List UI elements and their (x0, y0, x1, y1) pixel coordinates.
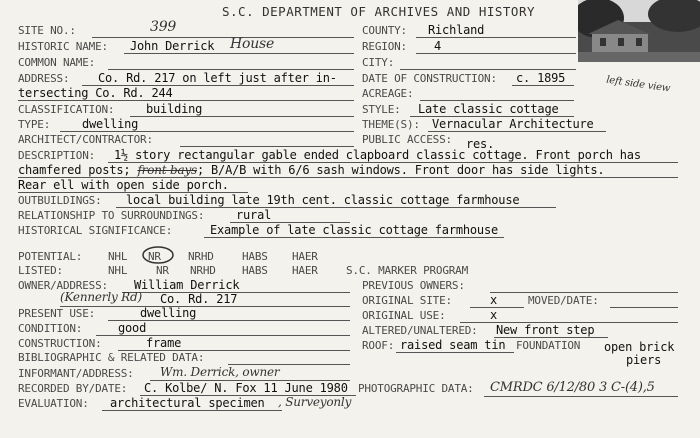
owner-name: William Derrick (134, 278, 240, 292)
present-use-value: dwelling (140, 306, 197, 320)
outbuildings-value: local building late 19th cent. classic cottage farmhouse (126, 193, 520, 207)
address-label: ADDRESS: (18, 72, 70, 85)
listed-habs: HABS (242, 264, 268, 277)
historic-name-value: John Derrick (130, 39, 215, 53)
historic-name-handwritten: House (230, 36, 275, 52)
potential-nr-circle (140, 244, 176, 266)
original-site-label: ORIGINAL SITE: (362, 294, 452, 307)
listed-nr: NR (156, 264, 169, 277)
description-line1: 1½ story rectangular gable ended clapboard classic cottage. Front porch has (114, 148, 641, 162)
public-access-value: res. (466, 137, 495, 151)
present-use-label: PRESENT USE: (18, 307, 96, 320)
potential-haer: HAER (292, 250, 318, 263)
recorded-label: RECORDED BY/DATE: (18, 382, 128, 395)
acreage-label: ACREAGE: (362, 87, 414, 100)
evaluation-handwritten: , Surveyonly (278, 395, 352, 409)
historic-name-label: HISTORIC NAME: (18, 40, 108, 53)
classification-label: CLASSIFICATION: (18, 103, 115, 116)
evaluation-label: EVALUATION: (18, 397, 89, 410)
style-label: STYLE: (362, 103, 401, 116)
outbuildings-label: OUTBUILDINGS: (18, 194, 102, 207)
previous-owners-label: PREVIOUS OWNERS: (362, 279, 465, 292)
informant-label: INFORMANT/ADDRESS: (18, 367, 134, 380)
foundation-value2: piers (626, 353, 662, 367)
condition-label: CONDITION: (18, 322, 83, 335)
potential-nrhd: NRHD (188, 250, 214, 263)
description-line2: chamfered posts; front bays; B/A/B with 6/6 sash windows. Front door has side lights. (18, 163, 605, 177)
condition-value: good (118, 321, 147, 335)
house-photo (578, 0, 700, 62)
style-value: Late classic cottage (418, 102, 559, 116)
original-use-value: x (490, 308, 498, 322)
potential-nhl: NHL (108, 250, 128, 263)
owner-handwritten: (Kennerly Rd) (60, 290, 142, 304)
county-value: Richland (428, 23, 485, 37)
construction-value: frame (146, 336, 182, 350)
relationship-label: RELATIONSHIP TO SURROUNDINGS: (18, 209, 205, 222)
address-line1: Co. Rd. 217 on left just after in- (98, 71, 337, 85)
significance-label: HISTORICAL SIGNIFICANCE: (18, 224, 173, 237)
recorded-value: C. Kolbe/ N. Fox 11 June 1980 (144, 381, 348, 395)
county-label: COUNTY: (362, 24, 407, 37)
moved-date-label: MOVED/DATE: (528, 294, 599, 307)
listed-haer: HAER (292, 264, 318, 277)
themes-label: THEME(S): (362, 118, 420, 131)
altered-value: New front step (496, 323, 595, 337)
type-label: TYPE: (18, 118, 51, 131)
region-value: 4 (434, 39, 442, 53)
listed-label: LISTED: (18, 264, 63, 277)
address-line2: tersecting Co. Rd. 244 (18, 86, 173, 100)
card-title: S.C. DEPARTMENT OF ARCHIVES AND HISTORY (222, 4, 535, 19)
relationship-value: rural (236, 208, 272, 222)
city-label: CITY: (362, 56, 395, 69)
classification-value: building (146, 102, 203, 116)
foundation-value1: open brick (604, 340, 675, 354)
potential-nr: NR (148, 250, 161, 263)
themes-value: Vernacular Architecture (432, 117, 594, 131)
description-label: DESCRIPTION: (18, 149, 96, 162)
significance-value: Example of late classic cottage farmhouse (210, 223, 499, 237)
construction-label: CONSTRUCTION: (18, 337, 102, 350)
evaluation-value: architectural specimen (110, 396, 265, 410)
altered-label: ALTERED/UNALTERED: (362, 324, 478, 337)
roof-label: ROOF: (362, 339, 395, 352)
original-site-value: x (490, 293, 498, 307)
roof-value: raised seam tin (400, 338, 506, 352)
owner-address: Co. Rd. 217 (160, 292, 238, 306)
listed-nhl: NHL (108, 264, 128, 277)
architect-label: ARCHITECT/CONTRACTOR: (18, 133, 153, 146)
site-no-label: SITE NO.: (18, 24, 76, 37)
type-value: dwelling (82, 117, 139, 131)
listed-nrhd: NRHD (190, 264, 216, 277)
foundation-label: FOUNDATION (516, 339, 581, 352)
photographic-label: PHOTOGRAPHIC DATA: (358, 382, 474, 395)
bibliographic-label: BIBLIOGRAPHIC & RELATED DATA: (18, 351, 205, 364)
description-line3: Rear ell with open side porch. (18, 178, 229, 192)
potential-habs: HABS (242, 250, 268, 263)
region-label: REGION: (362, 40, 407, 53)
common-name-label: COMMON NAME: (18, 56, 96, 69)
potential-label: POTENTIAL: (18, 250, 83, 263)
owner-label: OWNER/ADDRESS: (18, 279, 108, 292)
date-construction-value: c. 1895 (516, 71, 566, 85)
photo-note: left side view (605, 74, 671, 95)
informant-value: Wm. Derrick, owner (160, 365, 280, 379)
site-no-value: 399 (150, 19, 177, 35)
original-use-label: ORIGINAL USE: (362, 309, 446, 322)
photographic-value: CMRDC 6/12/80 3 C-(4),5 (490, 380, 655, 395)
marker-program: S.C. MARKER PROGRAM (346, 264, 469, 277)
public-access-label: PUBLIC ACCESS: (362, 133, 452, 146)
date-construction-label: DATE OF CONSTRUCTION: (362, 72, 497, 85)
